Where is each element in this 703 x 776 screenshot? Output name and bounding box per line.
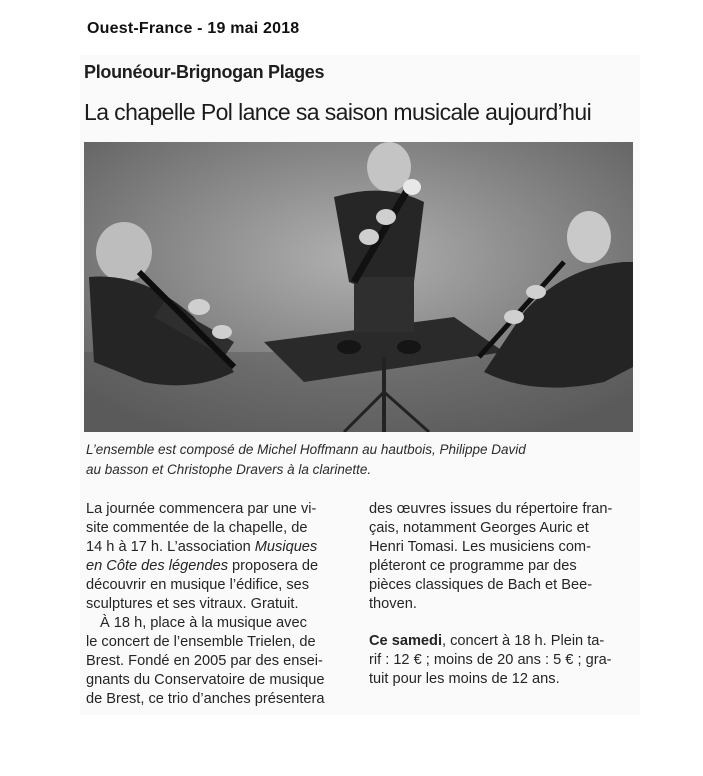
paragraph-gap <box>369 614 639 632</box>
body-line: site commentée de la chapelle, de <box>86 520 308 536</box>
body-line: La journée commencera par une vi- <box>86 501 317 517</box>
body-line: tuit pour les moins de 12 ans. <box>369 671 560 687</box>
body-text: , concert à 18 h. Plein ta- <box>442 633 605 649</box>
body-line: gnants du Conservatoire de musique <box>86 672 325 688</box>
association-name: en Côte des légendes <box>86 558 228 574</box>
article-photo <box>84 142 633 432</box>
article-body-right-column <box>369 500 639 689</box>
body-line: des œuvres issues du répertoire fran- <box>369 501 613 517</box>
body-line <box>369 632 639 651</box>
body-line: pièces classiques de Bach et Bee- <box>369 577 593 593</box>
article-kicker: Plounéour-Brignogan Plages <box>84 62 325 82</box>
body-line: Brest. Fondé en 2005 par des ensei- <box>86 653 323 669</box>
body-line: Henri Tomasi. Les musiciens com- <box>369 539 591 555</box>
body-line: pléteront ce programme par des <box>369 558 577 574</box>
photo-caption <box>86 440 631 480</box>
body-line: sculptures et ses vitraux. Gratuit. <box>86 596 299 612</box>
body-line: rif : 12 € ; moins de 20 ans : 5 € ; gra- <box>369 652 612 668</box>
body-line: découvrir en musique l’édifice, ses <box>86 577 310 593</box>
body-line: le concert de l’ensemble Trielen, de <box>86 634 316 650</box>
event-day: Ce samedi <box>369 633 443 649</box>
caption-line: au basson et Christophe Dravers à la clarinette. <box>86 462 372 477</box>
caption-line: L’ensemble est composé de Michel Hoffmann au hautbois, Philippe David <box>86 442 526 457</box>
body-text: 14 h à 17 h. L’association <box>86 539 255 555</box>
article-body-left-column <box>86 500 356 709</box>
body-line: thoven. <box>369 596 417 612</box>
body-line: çais, notamment Georges Auric et <box>369 520 589 536</box>
source-line: Ouest-France - 19 mai 2018 <box>87 20 300 37</box>
body-line <box>86 538 356 557</box>
body-line: À 18 h, place à la musique avec <box>100 615 307 631</box>
body-text: proposera de <box>228 558 319 574</box>
article-headline: La chapelle Pol lance sa saison musicale aujourd’hui <box>84 99 592 125</box>
association-name: Musiques <box>254 539 318 555</box>
photo-of-wind-trio-icon <box>84 142 633 432</box>
body-line: de Brest, ce trio d’anches présentera <box>86 691 325 707</box>
body-line <box>86 557 356 576</box>
